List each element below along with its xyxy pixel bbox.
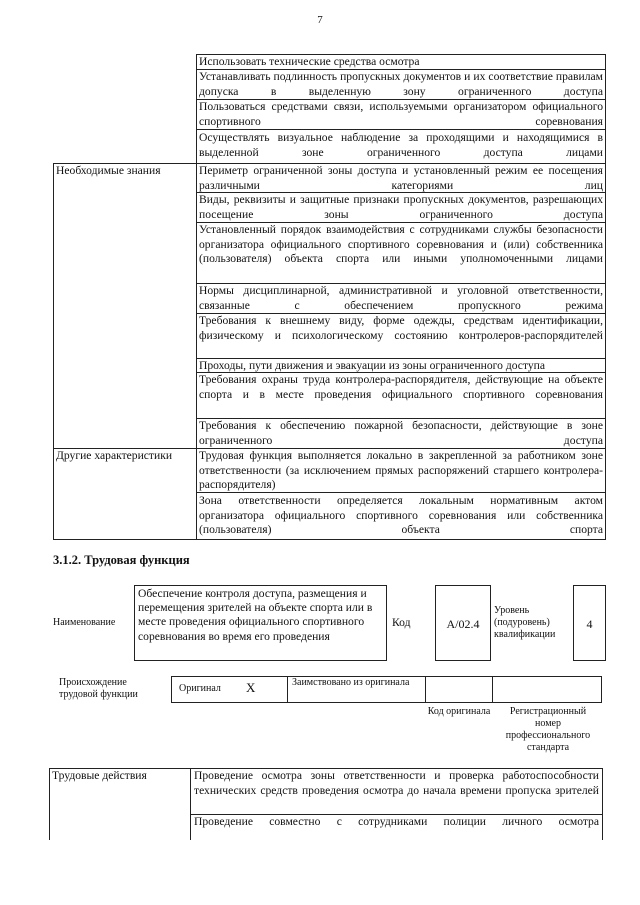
- knowledge-row: Проходы, пути движения и эвакуации из зоны ограниченного доступа: [199, 359, 546, 372]
- knowledge-row: Установленный порядок взаимодействия с сотрудниками службы безопасности организатора официального спортивного соревнования и (или) собственника (пользователя) объекта спорта или иными уполномоченными лицами: [199, 223, 603, 266]
- skill-row: Осуществлять визуальное наблюдение за проходящими и находящимися в выделенной зоне ограниченного доступа лицами: [199, 131, 603, 159]
- reg-caption: Регистрационный номер профессионального стандарта: [505, 706, 591, 753]
- knowledge-row: Нормы дисциплинарной, административной и уголовной ответственности, связанные с обеспечением пропускного режима: [199, 284, 603, 312]
- skill-row: Использовать технические средства осмотра: [199, 55, 420, 68]
- skill-row: Пользоваться средствами связи, используемыми организатором официального спортивного соревнования: [199, 100, 603, 128]
- level-value: 4: [586, 617, 593, 631]
- labor-actions-label: Трудовые действия: [52, 769, 147, 782]
- page-number: 7: [317, 14, 323, 26]
- name-label: Наименование: [53, 617, 116, 628]
- code-caption: Код оригинала: [427, 706, 491, 717]
- knowledge-row: Периметр ограниченной зоны доступа и установленный режим ее посещения различными категориями лиц: [199, 164, 603, 192]
- borrowed-label: Заимствовано из оригинала: [292, 677, 410, 688]
- function-name: Обеспечение контроля доступа, размещения и перемещения зрителей на объекте спорта или в месте проведения официального спортивного соревнования во время его проведения: [138, 587, 373, 643]
- original-mark: X: [246, 680, 256, 695]
- labor-action-row: Проведение совместно с сотрудниками полиции личного осмотра: [194, 815, 599, 828]
- code-label: Код: [392, 616, 411, 629]
- origin-label: Происхождение трудовой функции: [59, 677, 138, 700]
- knowledge-label: Необходимые знания: [56, 164, 161, 177]
- level-label: Уровень (подуровень) квалификации: [494, 605, 556, 640]
- knowledge-row: Требования к обеспечению пожарной безопасности, действующие в зоне ограниченного доступа: [199, 419, 603, 447]
- skill-row: Устанавливать подлинность пропускных документов и их соответствие правилам допуска в выделенную зону ограниченного доступа: [199, 70, 603, 98]
- other-row: Зона ответственности определяется локальным нормативным актом организатора официального спортивного соревнования или собственника (пользователя) объекта спорта: [199, 494, 603, 537]
- knowledge-row: Виды, реквизиты и защитные признаки пропускных документов, разрешающих посещение зоны ограниченного доступа: [199, 193, 603, 221]
- other-row: Трудовая функция выполняется локально в закрепленной за работником зоне ответственности (за исключением прямых распоряжений старшего контролера-распорядителя): [199, 449, 603, 492]
- original-label: Оригинал: [179, 683, 221, 694]
- knowledge-row: Требования к внешнему виду, форме одежды, средствам идентификации, физическому и психологическому состоянию контролеров-распорядителей: [199, 314, 603, 342]
- section-title: 3.1.2. Трудовая функция: [53, 553, 190, 567]
- labor-action-row: Проведение осмотра зоны ответственности и проверка работоспособности технических средств проведения осмотра до начала времени пропуска зрителей: [194, 769, 599, 797]
- code-value: A/02.4: [446, 617, 480, 631]
- other-characteristics-label: Другие характеристики: [56, 449, 173, 462]
- knowledge-row: Требования охраны труда контролера-распорядителя, действующие на объекте спорта и в месте проведения официального спортивного соревнования: [199, 373, 603, 401]
